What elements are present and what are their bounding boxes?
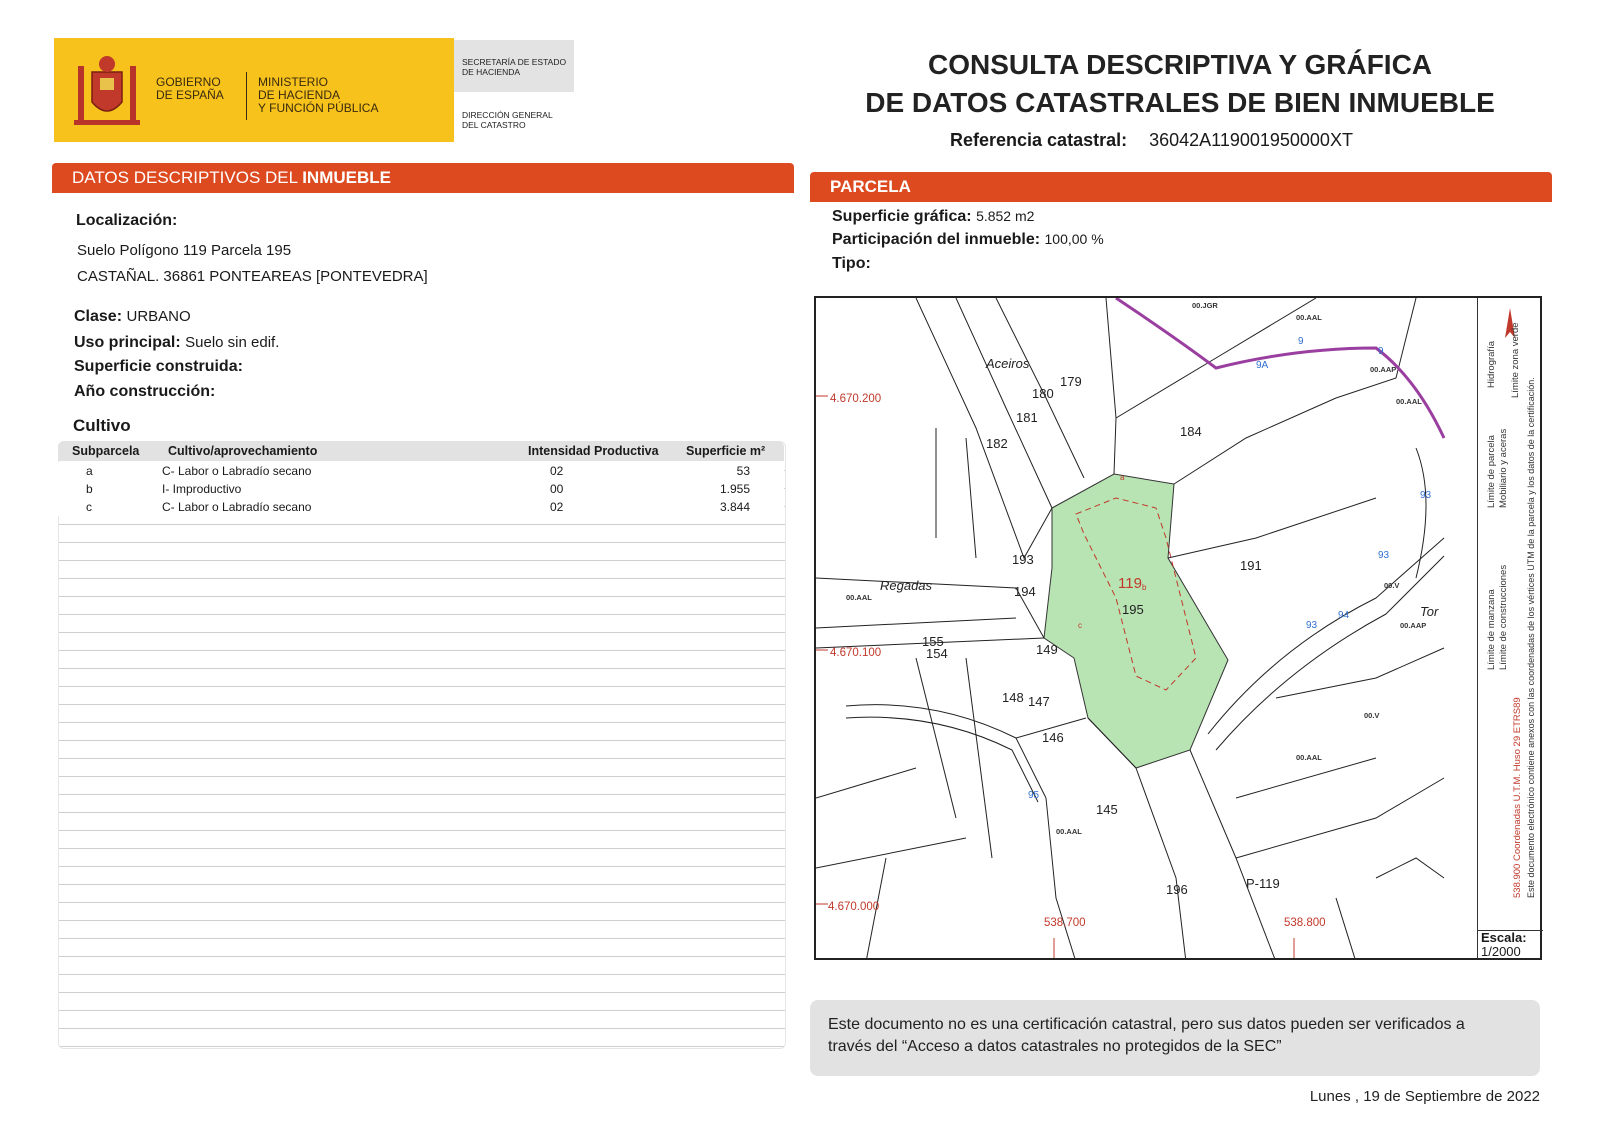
feature-code: 00.AAL bbox=[1396, 397, 1422, 406]
legend-note: Este documento electrónico contiene anexos con las coordenadas de los vértices UTM de la parcela y los datos de la certificación. bbox=[1526, 377, 1536, 898]
section-bar-descriptivos: DATOS DESCRIPTIVOS DEL INMUEBLE bbox=[52, 163, 794, 193]
gov-name: GOBIERNO DE ESPAÑA bbox=[156, 75, 224, 102]
parcel-label-155: 155 bbox=[922, 634, 944, 649]
parcel-195-area bbox=[1044, 474, 1228, 768]
place-tor: Tor bbox=[1420, 604, 1439, 619]
legend-construcciones: Límite de construcciones bbox=[1498, 564, 1509, 670]
hydro-code: 9 bbox=[1378, 346, 1384, 357]
logo-divider bbox=[246, 72, 247, 120]
reference-line bbox=[950, 130, 1353, 151]
parcel-label-195: 195 bbox=[1122, 602, 1144, 617]
cultivo-table-header: Subparcela Cultivo/aprovechamiento Intensidad Productiva Superficie m² bbox=[58, 441, 784, 461]
feature-code: 00.AAL bbox=[1296, 753, 1322, 762]
localizacion-line1: Suelo Polígono 119 Parcela 195 bbox=[77, 242, 292, 259]
coord-x-label: 538.700 bbox=[1044, 917, 1086, 929]
section-bar-parcela: PARCELA bbox=[810, 172, 1552, 202]
parcel-label-149: 149 bbox=[1036, 642, 1058, 657]
table-row: c C- Labor o Labradío secano 02 3.844 bbox=[58, 498, 784, 516]
cadastral-map bbox=[814, 296, 1542, 960]
parcel-label-145: 145 bbox=[1096, 802, 1118, 817]
hydro-code: 93 bbox=[1306, 620, 1318, 631]
hydro-code: 93 bbox=[1378, 550, 1390, 561]
feature-code: 00.V bbox=[1364, 711, 1380, 720]
hydro-code: 94 bbox=[1338, 610, 1350, 621]
hydro-code: 95 bbox=[1028, 790, 1040, 801]
legend-hidrografia: Hidrografía bbox=[1486, 341, 1497, 388]
coord-y-label: 4.670.000 bbox=[828, 901, 880, 913]
tipo-label: Tipo: bbox=[832, 255, 871, 272]
coord-x-label: 538.800 bbox=[1284, 917, 1326, 929]
parcel-label-147: 147 bbox=[1028, 694, 1050, 709]
feature-code: 00.AAP bbox=[1370, 365, 1397, 374]
feature-code: 00.AAP bbox=[1400, 621, 1427, 630]
hydro-code: 9 bbox=[1298, 336, 1304, 347]
parcel-label-180: 180 bbox=[1032, 386, 1054, 401]
parcel-label-193: 193 bbox=[1012, 552, 1034, 567]
feature-code: 00.AAL bbox=[846, 593, 872, 602]
map-scale: Escala: 1/2000 bbox=[1477, 930, 1543, 959]
hydro-code: 9A bbox=[1256, 360, 1269, 371]
subparcel-letter: c bbox=[1078, 621, 1082, 630]
parcel-label-194: 194 bbox=[1014, 584, 1036, 599]
coord-y-label: 4.670.100 bbox=[830, 647, 882, 659]
table-row: b I- Improductivo 00 1.955 bbox=[58, 480, 784, 498]
parcel-label-146: 146 bbox=[1042, 730, 1064, 745]
participacion-row: Participación del inmueble: 100,00 % bbox=[832, 231, 1104, 248]
feature-code: 00.JGR bbox=[1192, 301, 1218, 310]
parcel-label-179: 179 bbox=[1060, 374, 1082, 389]
direccion-name: DIRECCIÓN GENERAL DEL CATASTRO bbox=[462, 110, 553, 130]
localizacion-line2: CASTAÑAL. 36861 PONTEAREAS [PONTEVEDRA] bbox=[77, 268, 428, 285]
feature-code: 00.AAL bbox=[1296, 313, 1322, 322]
clase-row: Clase: URBANO bbox=[74, 308, 191, 325]
legend-coords: 538.900 Coordenadas U.T.M. Huso 29 ETRS89 bbox=[1512, 697, 1523, 898]
legend-zona-verde: Límite zona verde bbox=[1510, 322, 1521, 398]
legend-parcela: Límite de parcela bbox=[1486, 435, 1497, 508]
subparcel-letter: a bbox=[1120, 473, 1125, 482]
coord-y-label: 4.670.200 bbox=[830, 393, 882, 405]
parcel-label-182: 182 bbox=[986, 436, 1008, 451]
place-regadas: Regadas bbox=[880, 578, 933, 593]
feature-code: 00.V bbox=[1384, 581, 1400, 590]
cultivo-title: Cultivo bbox=[73, 416, 131, 435]
superficie-construida-label: Superficie construida: bbox=[74, 358, 243, 375]
parcel-label-181: 181 bbox=[1016, 410, 1038, 425]
uso-row: Uso principal: Suelo sin edif. bbox=[74, 334, 280, 351]
poligono-label: 119 bbox=[1118, 575, 1142, 592]
parcel-label-154: 154 bbox=[926, 646, 948, 661]
table-row: a C- Labor o Labradío secano 02 53 bbox=[58, 462, 784, 480]
ref-value: 36042A119001950000XT bbox=[1149, 130, 1353, 150]
legend-manzana: Límite de manzana bbox=[1486, 589, 1497, 670]
cultivo-table bbox=[58, 441, 786, 1049]
page-title: CONSULTA DESCRIPTIVA Y GRÁFICA DE DATOS CATASTRALES DE BIEN INMUEBLE bbox=[865, 49, 1495, 118]
legend-mobiliario: Mobiliario y aceras bbox=[1498, 428, 1509, 508]
disclaimer-notice: Este documento no es una certificación catastral, pero sus datos pueden ser verificados a través del “Acceso a datos catastrales no protegidos de la SEC” bbox=[810, 1000, 1540, 1076]
parcel-label-196: 196 bbox=[1166, 882, 1188, 897]
superficie-grafica-row: Superficie gráfica: 5.852 m2 bbox=[832, 208, 1035, 225]
subparcel-letter: b bbox=[1142, 583, 1147, 592]
map-drawing bbox=[816, 298, 1480, 960]
map-legend bbox=[1477, 298, 1542, 930]
parcel-label-148: 148 bbox=[1002, 690, 1024, 705]
secretaria-name: SECRETARÍA DE ESTADO DE HACIENDA bbox=[462, 57, 567, 77]
ministry-name: MINISTERIO DE HACIENDA Y FUNCIÓN PÚBLICA bbox=[258, 75, 379, 115]
localizacion-label: Localización: bbox=[76, 212, 178, 229]
coat-of-arms-icon bbox=[70, 52, 144, 128]
ref-label: Referencia catastral: bbox=[950, 130, 1128, 150]
place-aceiros: Aceiros bbox=[986, 356, 1030, 371]
parcel-label-p119: P-119 bbox=[1246, 876, 1280, 891]
hydro-code: 93 bbox=[1420, 490, 1432, 501]
document-date: Lunes , 19 de Septiembre de 2022 bbox=[1309, 1088, 1540, 1105]
feature-code: 00.AAL bbox=[1056, 827, 1082, 836]
parcel-label-184: 184 bbox=[1180, 424, 1202, 439]
parcel-label-191: 191 bbox=[1240, 558, 1262, 573]
ano-construccion-label: Año construcción: bbox=[74, 383, 216, 400]
